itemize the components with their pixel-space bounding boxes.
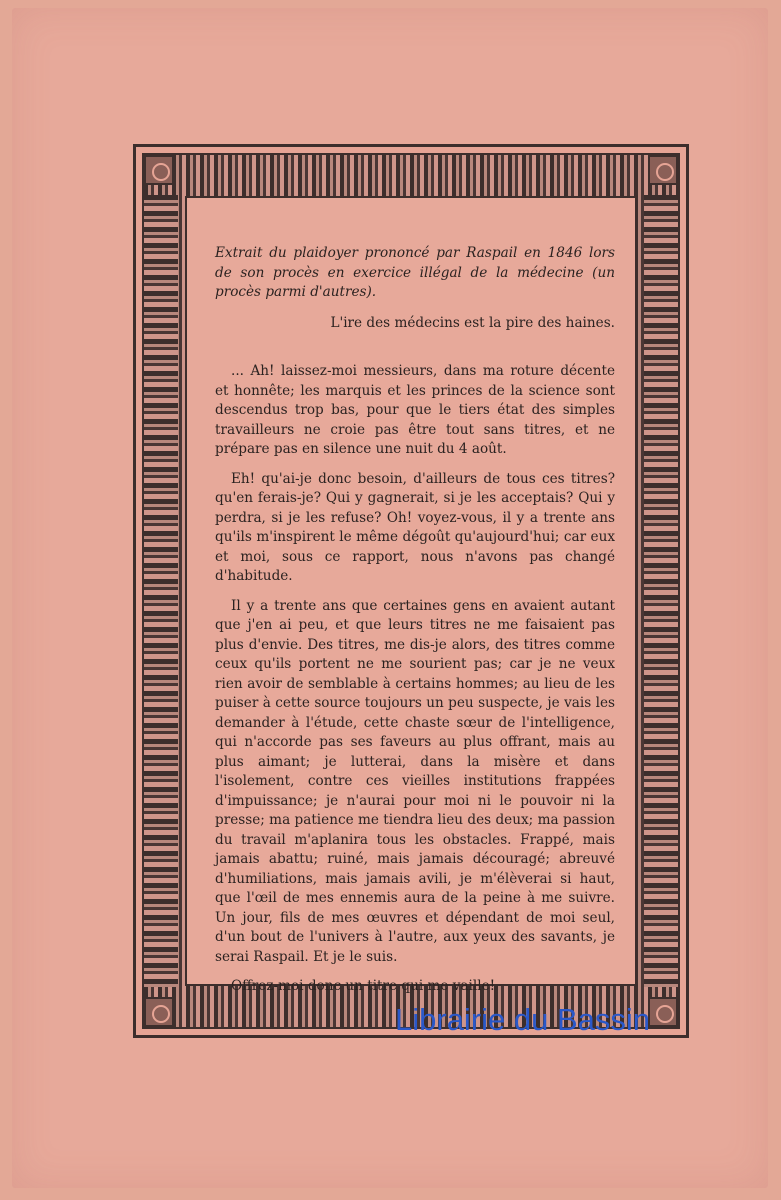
epigraph: L'ire des médecins est la pire des haines. <box>330 314 615 331</box>
corner-ornament-icon <box>648 155 678 185</box>
corner-ornament-icon <box>144 155 174 185</box>
closing-line: Offrez-moi donc un titre qui me vaille! <box>231 978 496 994</box>
paragraph-3: Il y a trente ans que certaines gens en avaient autant que j'en ai peu, et que leurs titres ne me faisaient pas plus d'envie. Des titres, me dis-je alors, des titres comme ceux qu'ils portent ne me sourient pas; car je ne veux rien avoir de semblable à certains hommes; au lieu de les puiser à cette source toujours un peu suspecte, je vais les demander à l'étude, cette chaste sœur de l'intelligence, qui n'accorde pas ses faveurs au plus offrant, mais au plus aimant; je lutterai, dans la misère et dans l'isolement, contre ces vieilles institutions frappées d'impuissance; je n'aurai pour moi ni le pouvoir ni la presse; ma patience me tiendra lieu des deux; ma passion du travail m'aplanira tous les obstacles. Frappé, mais jamais abattu; ruiné, mais jamais découragé; abreuvé d'humiliations, mais jamais avili, je m'élèverai si haut, que l'œil de mes ennemis aura de la peine à me suivre. Un jour, fils de mes œuvres et dépendant de moi seul, d'un bout de l'univers à l'autre, aux yeux des savants, je serai Raspail. Et je le suis. <box>215 597 615 965</box>
paragraph-2: Eh! qu'ai-je donc besoin, d'ailleurs de tous ces titres? qu'en ferais-je? Qui y gagnerait, si je les acceptais? Qui y perdra, si je les refuse? Oh! voyez-vous, il y a trente ans qu'ils m'inspirent le même dégoût qu'aujourd'hui; car eux et moi, sous ce rapport, nous n'avons pas changé d'habitude. <box>215 470 615 584</box>
frame-left-band <box>144 195 178 987</box>
corner-ornament-icon <box>648 997 678 1027</box>
corner-ornament-icon <box>144 997 174 1027</box>
text-block <box>215 244 615 997</box>
frame-right-band <box>644 195 678 987</box>
watermark-text: Librairie du Bassin <box>395 1002 651 1037</box>
paragraph-1: ... Ah! laissez-moi messieurs, dans ma roture décente et honnête; les marquis et les princes de la science sont descendus trop bas, pour que le tiers état des simples travailleurs ne croie pas être tout sans titres, et ne prépare pas en silence une nuit du 4 août. <box>215 363 615 457</box>
intro-note: Extrait du plaidoyer prononcé par Raspail en 1846 lors de son procès en exercice illégal de la médecine (un procès parmi d'autres). <box>215 245 615 300</box>
